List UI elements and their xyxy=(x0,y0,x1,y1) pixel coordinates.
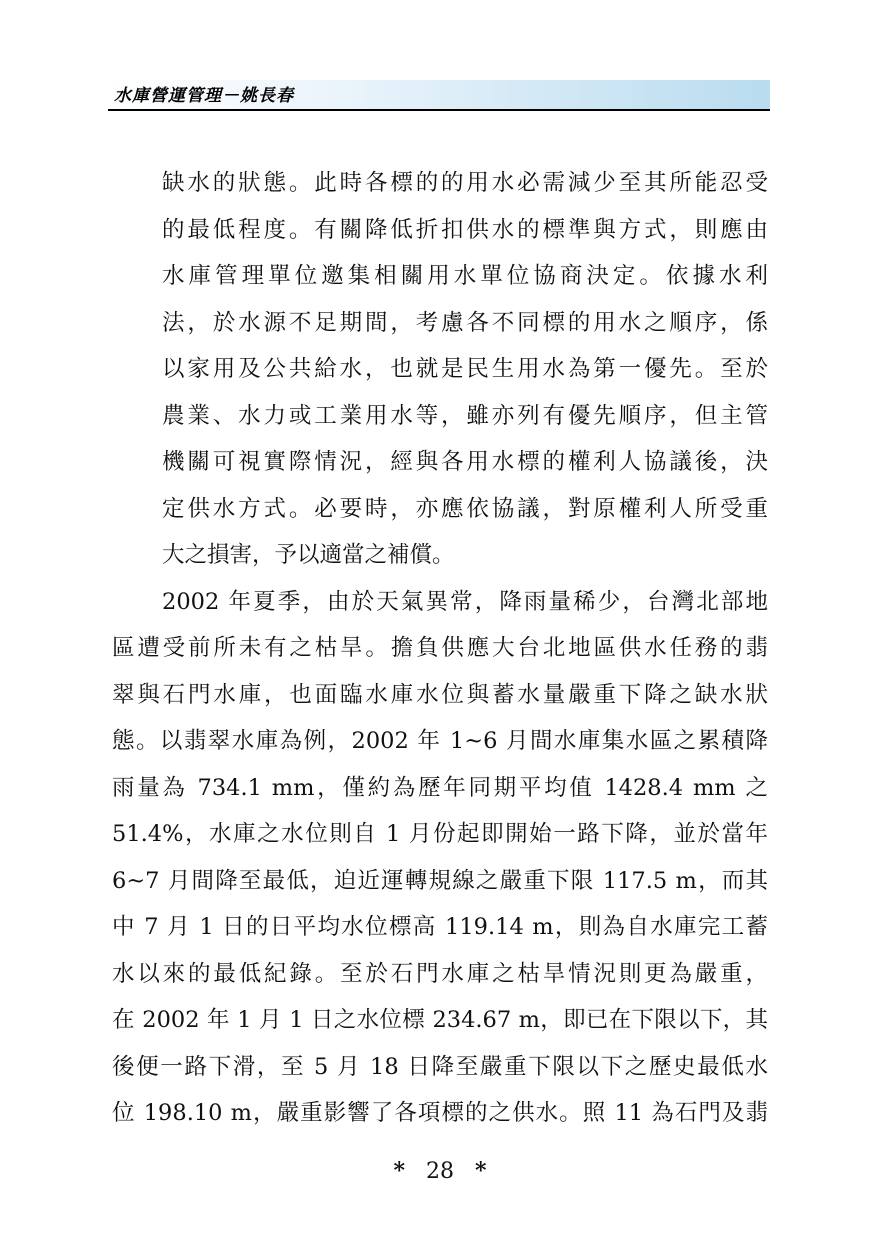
text-line: 後便一路下滑，至 5 月 18 日降至嚴重下限以下之歷史最低水 xyxy=(112,1053,768,1080)
text-line: 的最低程度。有關降低折扣供水的標準與方式，則應由 xyxy=(162,216,768,243)
running-header-title: 水庫營運管理－姚長春 xyxy=(114,86,294,106)
page-number: 28 xyxy=(426,1159,454,1184)
text-line: 雨量為 734.1 mm，僅約為歷年同期平均值 1428.4 mm 之 xyxy=(112,774,768,801)
text-line: 農業、水力或工業用水等，雖亦列有優先順序，但主管 xyxy=(162,402,768,429)
text-line: 態。以翡翠水庫為例，2002 年 1~6 月間水庫集水區之累積降 xyxy=(112,728,768,754)
text-line: 水以來的最低紀錄。至於石門水庫之枯旱情況則更為嚴重， xyxy=(112,960,768,987)
text-line: 51.4%，水庫之水位則自 1 月份起即開始一路下降，並於當年 xyxy=(112,821,768,847)
page-footer xyxy=(0,1158,880,1184)
text-line: 水庫管理單位邀集相關用水單位協商決定。依據水利 xyxy=(162,263,768,289)
text-line: 6~7 月間降至最低，迫近運轉規線之嚴重下限 117.5 m，而其 xyxy=(112,867,768,894)
text-line: 區遭受前所未有之枯旱。擔負供應大台北地區供水任務的翡 xyxy=(112,635,768,661)
text-line: 在 2002 年 1 月 1 日之水位標 234.67 m，即已在下限以下，其 xyxy=(112,1007,768,1033)
footer-star-left: * xyxy=(393,1158,405,1184)
text-line: 大之損害，予以適當之補償。 xyxy=(162,542,455,568)
text-line: 以家用及公共給水，也就是民生用水為第一優先。至於 xyxy=(162,356,768,382)
text-line: 2002 年夏季，由於天氣異常，降雨量稀少，台灣北部地 xyxy=(162,588,768,615)
header-rule xyxy=(108,109,770,111)
text-line: 法，於水源不足期間，考慮各不同標的用水之順序，係 xyxy=(162,309,768,336)
text-line: 中 7 月 1 日的日平均水位標高 119.14 m，則為自水庫完工蓄 xyxy=(112,914,768,940)
text-line: 缺水的狀態。此時各標的的用水必需減少至其所能忍受 xyxy=(162,170,768,196)
text-line: 定供水方式。必要時，亦應依協議，對原權利人所受重 xyxy=(162,495,768,522)
body-text xyxy=(112,160,768,1137)
text-line: 位 198.10 m，嚴重影響了各項標的之供水。照 11 為石門及翡 xyxy=(112,1100,768,1126)
text-line: 機關可視實際情況，經與各用水標的權利人協議後，決 xyxy=(162,449,768,475)
text-line: 翠與石門水庫，也面臨水庫水位與蓄水量嚴重下降之缺水狀 xyxy=(112,681,768,708)
footer-star-right: * xyxy=(475,1158,487,1184)
